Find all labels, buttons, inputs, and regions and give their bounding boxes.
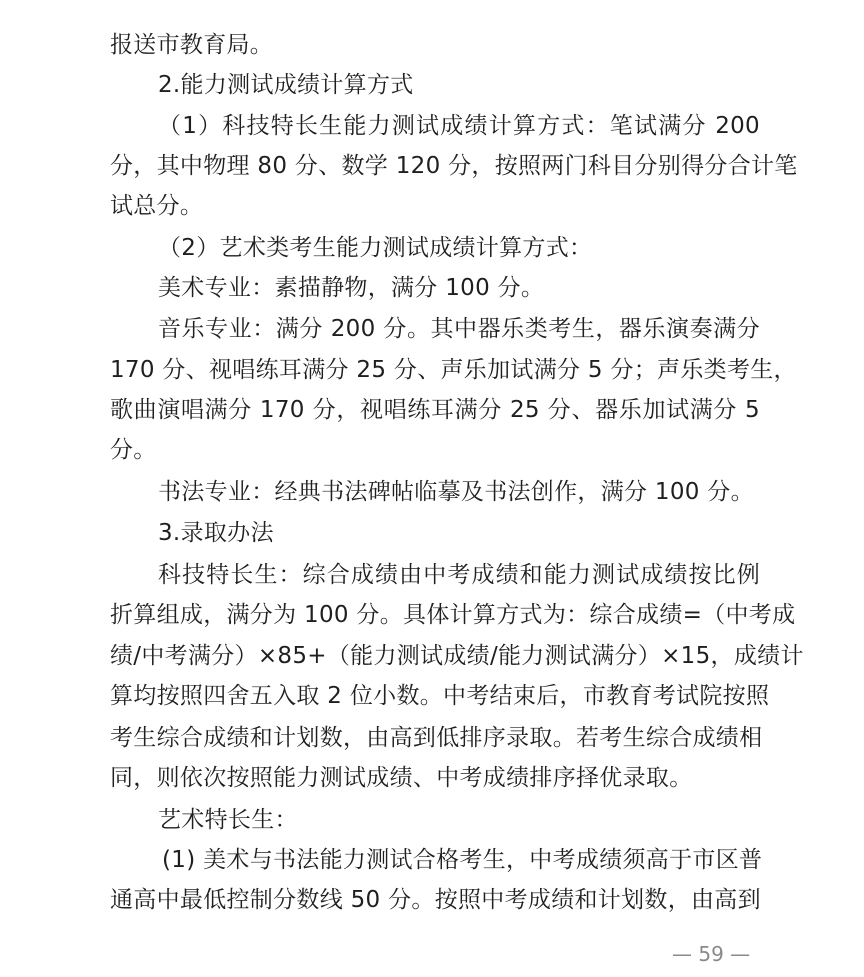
text-line-19: 同，则依次按照能力测试成绩、中考成绩排序择优录取。 <box>110 765 693 791</box>
text-line-21: (1) 美术与书法能力测试合格考生，中考成绩须高于市区普 <box>162 847 763 873</box>
text-line-3: （1）科技特长生能力测试成绩计算方式：笔试满分 200 <box>158 113 760 139</box>
text-line-16: 绩/中考满分）×85+（能力测试成绩/能力测试满分）×15，成绩计 <box>110 643 804 669</box>
text-line-12: 书法专业：经典书法碑帖临摹及书法创作，满分 100 分。 <box>158 479 754 505</box>
text-line-11: 分。 <box>110 437 157 463</box>
text-line-15: 折算组成，满分为 100 分。具体计算方式为：综合成绩=（中考成 <box>110 602 796 628</box>
text-line-20: 艺术特长生： <box>158 807 298 833</box>
text-line-9: 170 分、视唱练耳满分 25 分、声乐加试满分 5 分；声乐类考生， <box>110 357 797 383</box>
text-line-1: 报送市教育局。 <box>110 32 274 58</box>
text-line-22: 通高中最低控制分数线 50 分。按照中考成绩和计划数，由高到 <box>110 887 761 913</box>
text-line-5: 试总分。 <box>110 193 204 219</box>
text-line-6: （2）艺术类考生能力测试成绩计算方式： <box>158 235 593 261</box>
page-number: — 59 — <box>672 942 751 966</box>
text-line-7: 美术专业：素描静物，满分 100 分。 <box>158 275 545 301</box>
text-line-14: 科技特长生：综合成绩由中考成绩和能力测试成绩按比例 <box>158 562 760 588</box>
heading-admission-method: 3.录取办法 <box>158 520 274 546</box>
text-line-8: 音乐专业：满分 200 分。其中器乐类考生，器乐演奏满分 <box>158 316 760 342</box>
text-line-17: 算均按照四舍五入取 2 位小数。中考结束后，市教育考试院按照 <box>110 683 770 709</box>
text-line-4: 分，其中物理 80 分、数学 120 分，按照两门科目分别得分合计笔 <box>110 153 798 179</box>
heading-scoring-method: 2.能力测试成绩计算方式 <box>158 72 414 98</box>
text-line-10: 歌曲演唱满分 170 分，视唱练耳满分 25 分、器乐加试满分 5 <box>110 397 760 423</box>
text-line-18: 考生综合成绩和计划数，由高到低排序录取。若考生综合成绩相 <box>110 725 763 751</box>
